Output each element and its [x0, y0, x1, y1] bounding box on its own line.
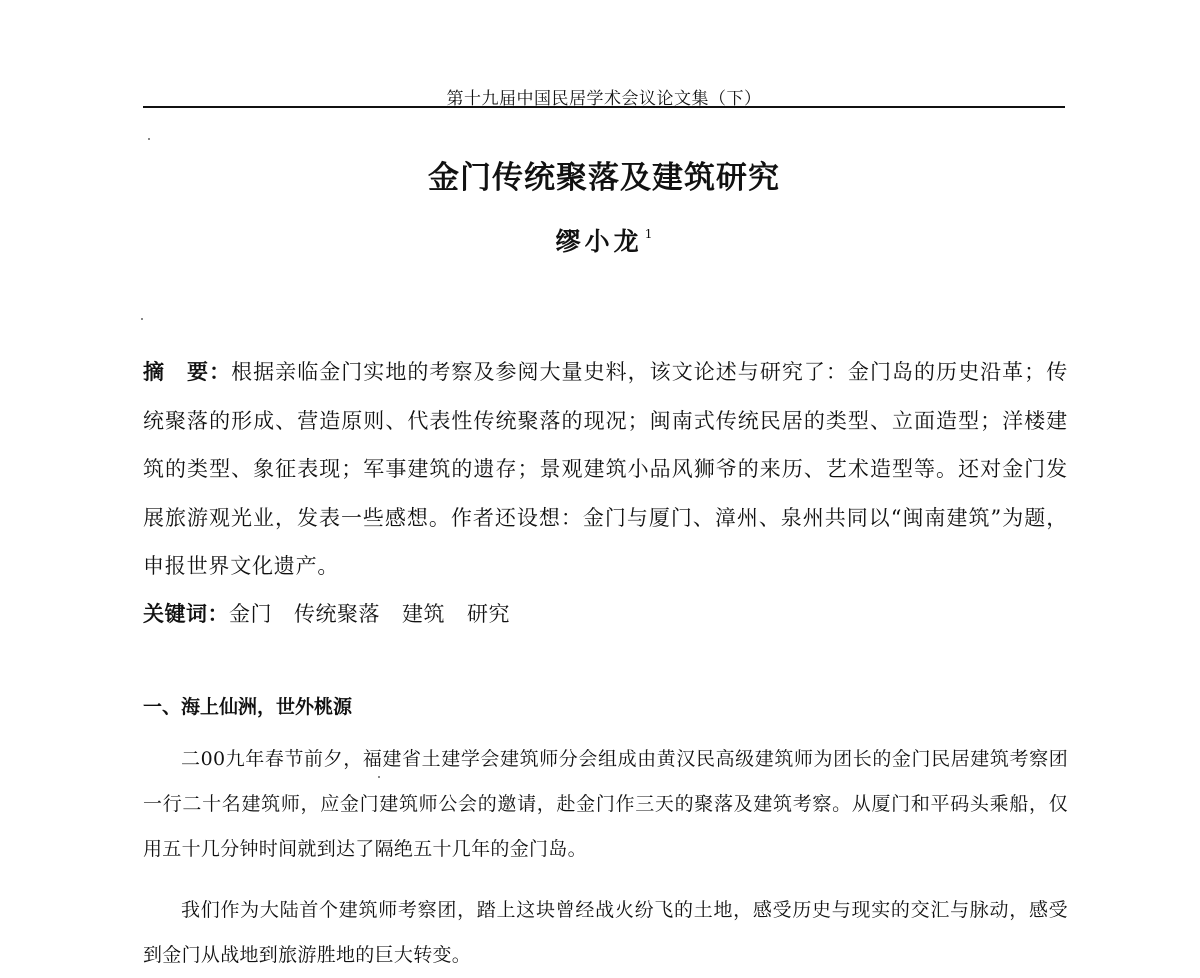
author-name: 缪小龙	[555, 227, 643, 256]
abstract-text: 根据亲临金门实地的考察及参阅大量史料，该文论述与研究了：金门岛的历史沿革；传统聚落的形成、营造原则、代表性传统聚落的现况；闽南式传统民居的类型、立面造型；洋楼建筑的类型、象征表现；军事建筑的遗存；景观建筑小品风狮爷的来历、艺术造型等。还对金门发展旅游观光业，发表一些感想。作者还设想：金门与厦门、漳州、泉州共同以“闽南建筑”为题，申报世界文化遗产。	[143, 360, 1068, 578]
paper-author	[143, 222, 1065, 258]
abstract	[143, 348, 1068, 591]
scan-speck	[378, 776, 380, 778]
keywords	[143, 590, 1068, 638]
keyword-item: 传统聚落	[294, 602, 380, 626]
keyword-item: 建筑	[402, 602, 445, 626]
keyword-item: 金门	[229, 602, 272, 626]
keyword-item: 研究	[467, 602, 510, 626]
keywords-label: 关键词：	[143, 601, 229, 626]
abstract-label: 摘 要：	[143, 359, 232, 384]
running-header: 第十九届中国民居学术会议论文集（下）	[446, 89, 762, 109]
scan-speck	[148, 138, 150, 140]
body-paragraph: 二00九年春节前夕，福建省土建学会建筑师分会组成由黄汉民高级建筑师为团长的金门民居建筑考察团一行二十名建筑师，应金门建筑师公会的邀请，赴金门作三天的聚落及建筑考察。从厦门和平码头乘船，仅用五十几分钟时间就到达了隔绝五十几年的金门岛。	[143, 748, 1068, 860]
paper-title: 金门传统聚落及建筑研究	[428, 160, 780, 196]
author-footnote-mark: 1	[644, 227, 653, 241]
scan-speck	[141, 318, 143, 320]
section-heading: 一、海上仙洲，世外桃源	[143, 696, 353, 718]
body-paragraph: 我们作为大陆首个建筑师考察团，踏上这块曾经战火纷飞的土地，感受历史与现实的交汇与脉动，感受到金门从战地到旅游胜地的巨大转变。	[143, 899, 1068, 966]
header-rule	[143, 106, 1065, 108]
